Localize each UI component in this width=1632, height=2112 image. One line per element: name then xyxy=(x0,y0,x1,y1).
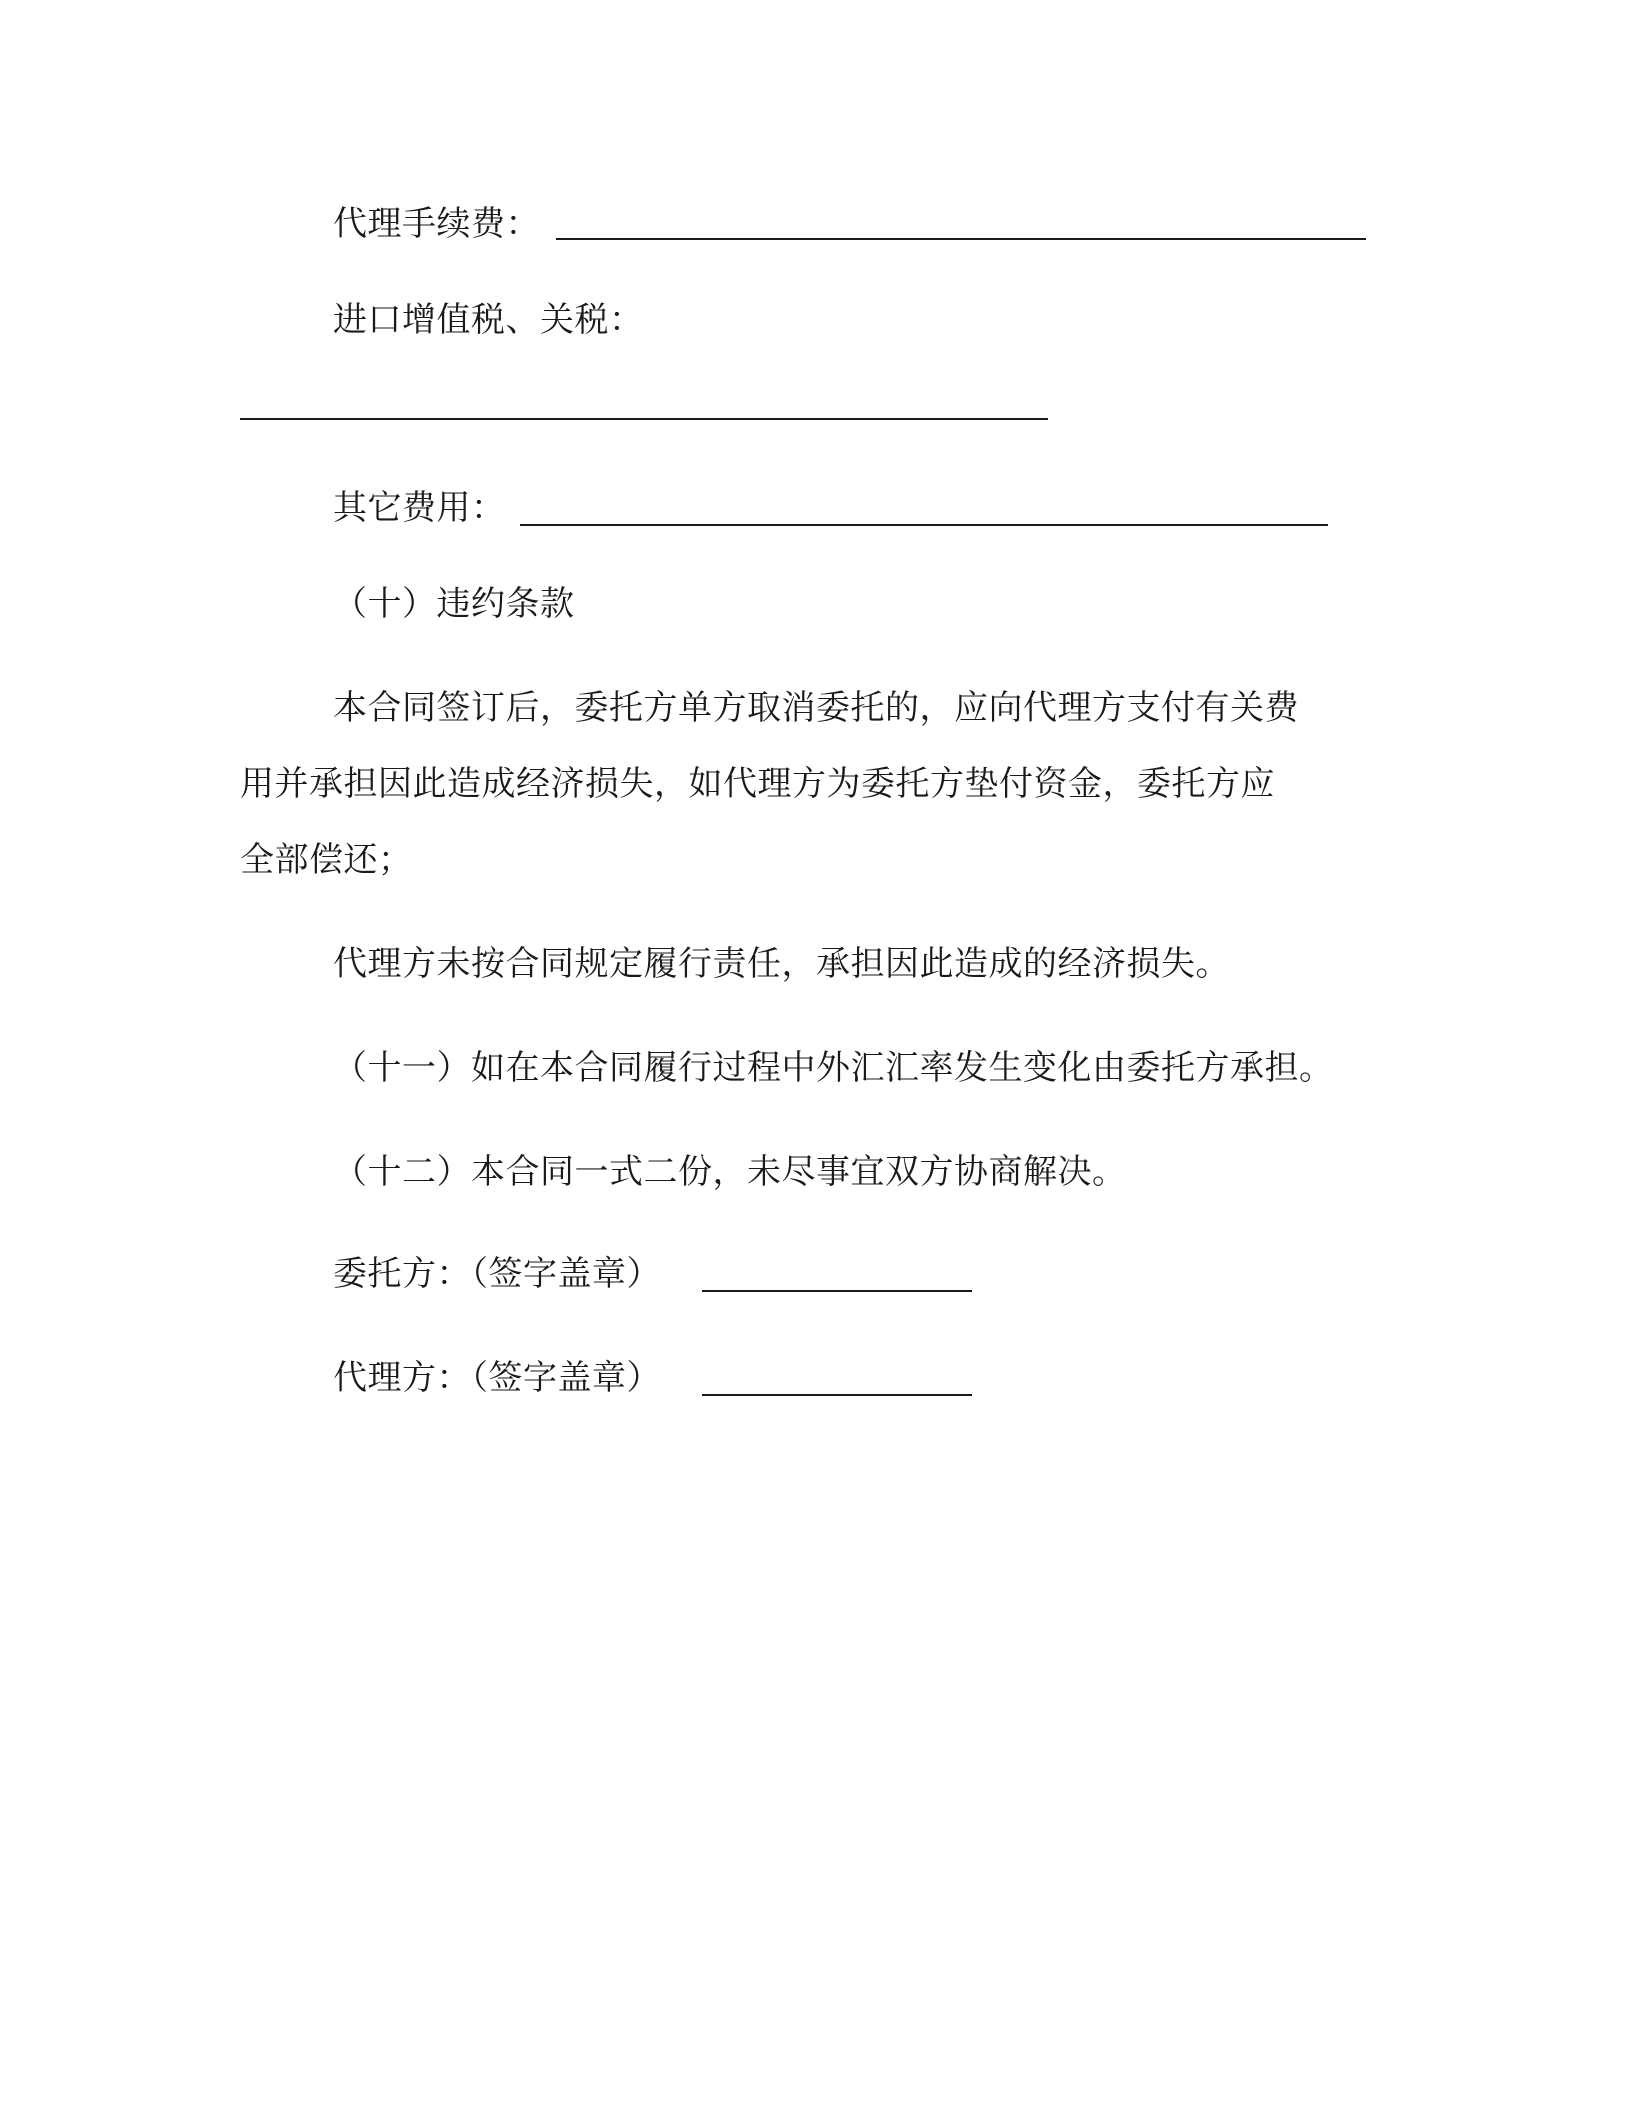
tax-blank xyxy=(240,418,1048,420)
section-12: （十二）本合同一式二份，未尽事宜双方协商解决。 xyxy=(333,1152,1127,1192)
section-10-para1-line2: 用并承担因此造成经济损失，如代理方为委托方垫付资金，委托方应 xyxy=(240,764,1275,804)
agent-signature-blank xyxy=(702,1394,972,1396)
section-10-heading: （十）违约条款 xyxy=(333,584,575,624)
client-signature-label: 委托方：（签字盖章） xyxy=(333,1254,661,1294)
section-10-para1-line3: 全部偿还； xyxy=(240,840,413,880)
agency-fee-blank xyxy=(556,238,1366,240)
agent-signature-label: 代理方：（签字盖章） xyxy=(333,1358,661,1398)
section-11: （十一）如在本合同履行过程中外汇汇率发生变化由委托方承担。 xyxy=(333,1048,1334,1088)
other-fees-label: 其它费用： xyxy=(333,488,506,528)
tax-label: 进口增值税、关税： xyxy=(333,300,644,340)
section-10-para2: 代理方未按合同规定履行责任，承担因此造成的经济损失。 xyxy=(333,944,1230,984)
other-fees-blank xyxy=(520,524,1328,526)
client-signature-blank xyxy=(702,1290,972,1292)
agency-fee-label: 代理手续费： xyxy=(333,204,540,244)
section-10-para1-line1: 本合同签订后，委托方单方取消委托的，应向代理方支付有关费 xyxy=(333,688,1299,728)
